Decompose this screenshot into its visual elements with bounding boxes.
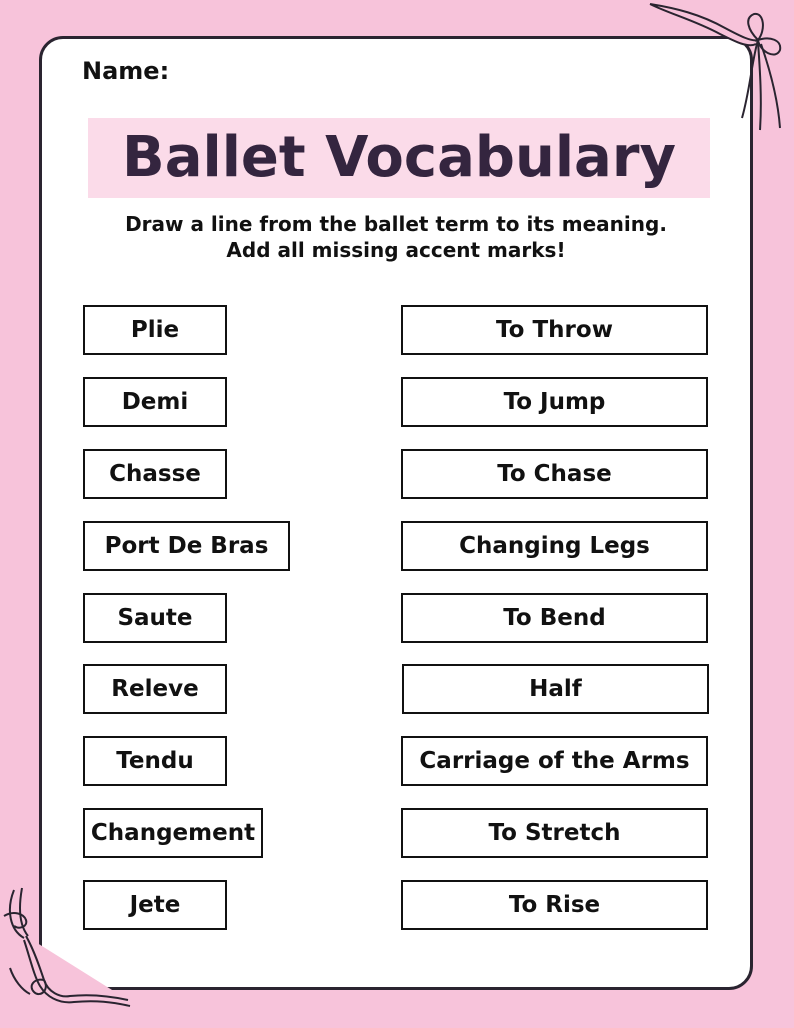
meaning-box: Changing Legs [401,521,708,571]
name-label: Name: [82,57,170,85]
term-box: Tendu [83,736,227,786]
page-title: Ballet Vocabulary [122,125,676,190]
meaning-box: To Rise [401,880,708,930]
term-box: Saute [83,593,227,643]
meaning-box: To Chase [401,449,708,499]
title-band [88,118,710,198]
instruction-line-1: Draw a line from the ballet term to its meaning. [125,212,667,236]
term-box: Jete [83,880,227,930]
worksheet-card [39,36,753,990]
term-box: Demi [83,377,227,427]
term-box: Chasse [83,449,227,499]
ribbon-decoration-top-right-icon [630,0,794,150]
term-box: Plie [83,305,227,355]
instruction-line-2: Add all missing accent marks! [226,238,566,262]
instructions [42,211,750,263]
meaning-box: Carriage of the Arms [401,736,708,786]
term-box: Port De Bras [83,521,290,571]
term-box: Releve [83,664,227,714]
ribbon-decoration-bottom-left-icon [0,880,140,1028]
meaning-box: To Bend [401,593,708,643]
term-box: Changement [83,808,263,858]
meaning-box: Half [402,664,709,714]
meaning-box: To Stretch [401,808,708,858]
meaning-box: To Jump [401,377,708,427]
meaning-box: To Throw [401,305,708,355]
